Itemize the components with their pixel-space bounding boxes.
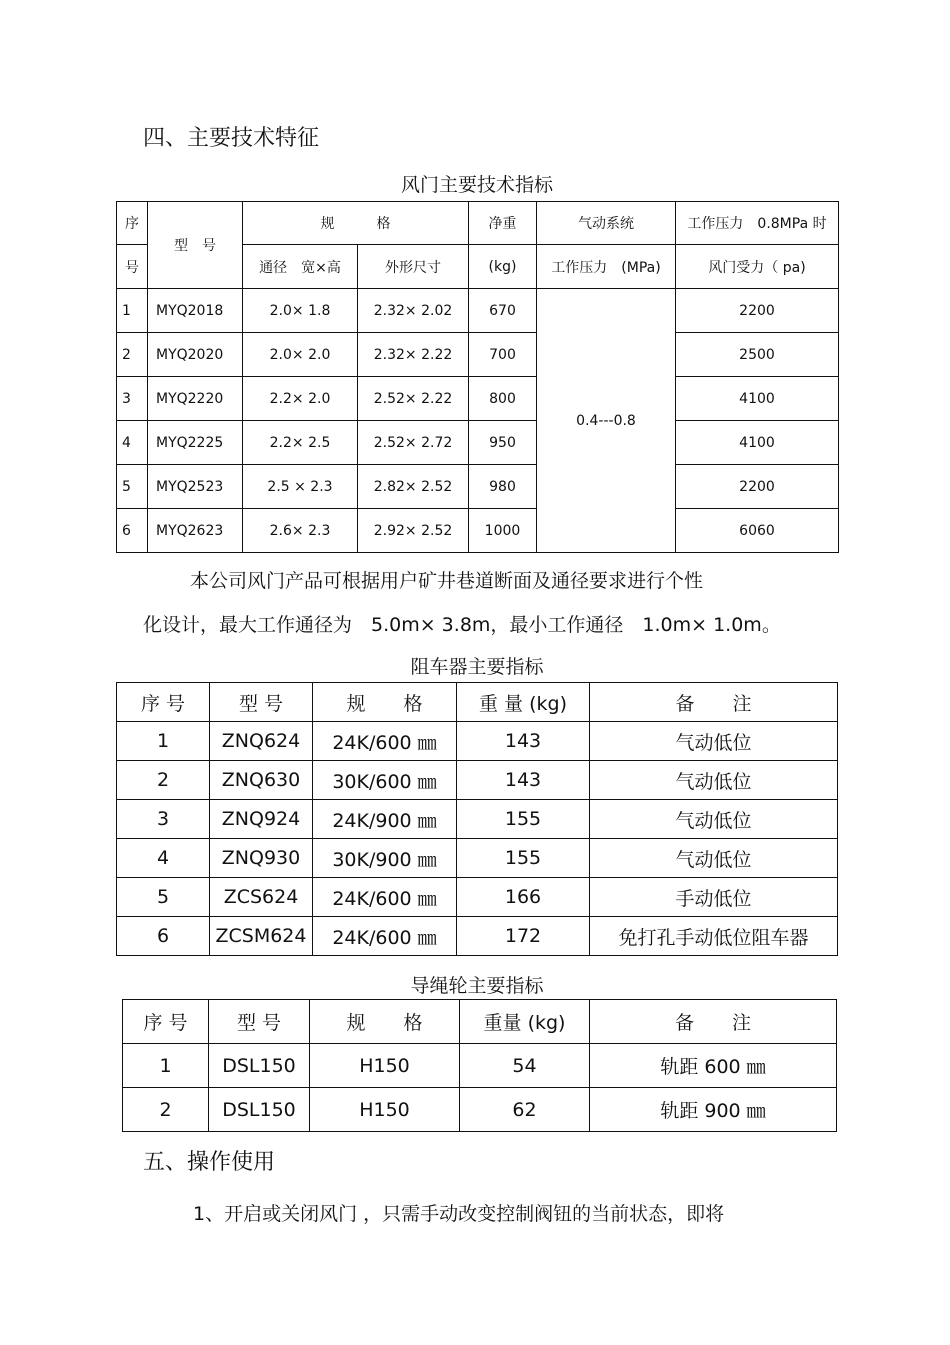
cell-bore: 2.2× 2.0	[243, 377, 358, 421]
cell-no: 1	[117, 722, 210, 761]
table-row	[117, 800, 838, 839]
paragraph-1-line-1: 本公司风门产品可根据用户矿井巷道断面及通径要求进行个性	[190, 570, 704, 592]
cell-model: ZNQ924	[210, 800, 313, 839]
cell-model: MYQ2623	[148, 509, 243, 553]
cell-no: 1	[123, 1044, 209, 1088]
cell-force: 4100	[676, 421, 839, 465]
header-model: 型 号	[210, 683, 313, 722]
cell-force: 2500	[676, 333, 839, 377]
table-row	[117, 878, 838, 917]
cell-weight: 1000	[469, 509, 537, 553]
cell-no: 5	[117, 465, 148, 509]
cell-weight: 143	[457, 722, 590, 761]
cell-no: 1	[117, 289, 148, 333]
cell-spec: H150	[310, 1044, 460, 1088]
section-heading-5: 五、操作使用	[143, 1150, 276, 1175]
table2-caption: 阻车器主要指标	[410, 656, 544, 678]
cell-no: 6	[117, 917, 210, 956]
cell-remark: 手动低位	[590, 878, 838, 917]
table3-caption: 导绳轮主要指标	[410, 975, 544, 997]
cell-force: 4100	[676, 377, 839, 421]
section-heading-4: 四、主要技术特征	[143, 126, 320, 151]
cell-spec: 30K/900 ㎜	[313, 839, 457, 878]
cell-remark: 轨距 600 ㎜	[590, 1044, 837, 1088]
header-remark: 备 注	[590, 683, 838, 722]
cell-remark: 气动低位	[590, 761, 838, 800]
cell-outer: 2.52× 2.22	[358, 377, 469, 421]
cell-model: DSL150	[209, 1088, 310, 1132]
cell-outer: 2.32× 2.22	[358, 333, 469, 377]
header-seq: 序 号	[117, 683, 210, 722]
cell-weight: 166	[457, 878, 590, 917]
cell-weight: 980	[469, 465, 537, 509]
header-remark: 备 注	[590, 1000, 837, 1044]
cell-spec: 24K/600 ㎜	[313, 878, 457, 917]
cell-model: MYQ2523	[148, 465, 243, 509]
cell-spec: 30K/600 ㎜	[313, 761, 457, 800]
cell-weight: 700	[469, 333, 537, 377]
table-row	[117, 289, 839, 333]
cell-no: 4	[117, 839, 210, 878]
cell-model: DSL150	[209, 1044, 310, 1088]
table-row	[117, 839, 838, 878]
table-row	[123, 1088, 837, 1132]
table-row	[117, 509, 839, 553]
cell-weight: 54	[460, 1044, 590, 1088]
cell-outer: 2.32× 2.02	[358, 289, 469, 333]
cell-model: ZCS624	[210, 878, 313, 917]
table-row	[117, 377, 839, 421]
header-model: 型 号	[148, 202, 243, 289]
cell-remark: 气动低位	[590, 800, 838, 839]
cell-weight: 155	[457, 800, 590, 839]
header-pneu-top: 气动系统	[537, 202, 676, 245]
table-header-row	[117, 683, 838, 722]
table-row	[117, 333, 839, 377]
header-spec: 规 格	[243, 202, 469, 245]
cell-model: ZNQ630	[210, 761, 313, 800]
cell-model: ZNQ930	[210, 839, 313, 878]
cell-weight: 62	[460, 1088, 590, 1132]
header-spec: 规 格	[310, 1000, 460, 1044]
cell-model: ZNQ624	[210, 722, 313, 761]
header-force-top: 工作压力 0.8MPa 时	[676, 202, 839, 245]
table-row	[117, 722, 838, 761]
cell-outer: 2.82× 2.52	[358, 465, 469, 509]
cell-spec: 24K/600 ㎜	[313, 722, 457, 761]
header-seq-top: 序	[117, 202, 148, 245]
car-stopper-table	[116, 682, 838, 956]
cell-no: 6	[117, 509, 148, 553]
header-weight: 重 量 (kg)	[457, 683, 590, 722]
guide-wheel-table	[122, 999, 837, 1132]
cell-no: 2	[123, 1088, 209, 1132]
cell-remark: 气动低位	[590, 839, 838, 878]
cell-spec: 24K/600 ㎜	[313, 917, 457, 956]
cell-no: 3	[117, 800, 210, 839]
cell-outer: 2.92× 2.52	[358, 509, 469, 553]
cell-no: 5	[117, 878, 210, 917]
cell-pressure: 0.4---0.8	[537, 289, 676, 553]
header-pneu-bottom: 工作压力 (MPa)	[537, 245, 676, 289]
cell-bore: 2.2× 2.5	[243, 421, 358, 465]
cell-bore: 2.5 × 2.3	[243, 465, 358, 509]
table1-caption: 风门主要技术指标	[400, 174, 553, 196]
cell-remark: 气动低位	[590, 722, 838, 761]
table-row	[117, 421, 839, 465]
cell-bore: 2.6× 2.3	[243, 509, 358, 553]
header-weight-bottom: (kg)	[469, 245, 537, 289]
paragraph-1-line-2: 化设计，最大工作通径为 5.0m× 3.8m，最小工作通径 1.0m× 1.0m。	[143, 614, 781, 636]
header-spec-bore: 通径 宽×高	[243, 245, 358, 289]
cell-bore: 2.0× 1.8	[243, 289, 358, 333]
cell-model: MYQ2225	[148, 421, 243, 465]
header-spec: 规 格	[313, 683, 457, 722]
cell-remark: 免打孔手动低位阻车器	[590, 917, 838, 956]
cell-force: 2200	[676, 289, 839, 333]
table-row	[117, 917, 838, 956]
cell-model: ZCSM624	[210, 917, 313, 956]
cell-weight: 143	[457, 761, 590, 800]
cell-force: 6060	[676, 509, 839, 553]
cell-outer: 2.52× 2.72	[358, 421, 469, 465]
header-force-bottom: 风门受力（ pa)	[676, 245, 839, 289]
header-spec-outer: 外形尺寸	[358, 245, 469, 289]
cell-model: MYQ2020	[148, 333, 243, 377]
cell-no: 2	[117, 333, 148, 377]
header-seq-bottom: 号	[117, 245, 148, 289]
cell-model: MYQ2018	[148, 289, 243, 333]
cell-weight: 950	[469, 421, 537, 465]
header-weight: 重量 (kg)	[460, 1000, 590, 1044]
cell-remark: 轨距 900 ㎜	[590, 1088, 837, 1132]
cell-weight: 155	[457, 839, 590, 878]
table-row	[117, 761, 838, 800]
cell-model: MYQ2220	[148, 377, 243, 421]
paragraph-2: 1、开启或关闭风门 ，只需手动改变控制阀钮的当前状态，即将	[193, 1203, 725, 1225]
cell-weight: 800	[469, 377, 537, 421]
cell-weight: 172	[457, 917, 590, 956]
cell-spec: H150	[310, 1088, 460, 1132]
cell-spec: 24K/900 ㎜	[313, 800, 457, 839]
cell-no: 4	[117, 421, 148, 465]
header-seq: 序 号	[123, 1000, 209, 1044]
table-row	[117, 465, 839, 509]
cell-force: 2200	[676, 465, 839, 509]
table-row	[123, 1044, 837, 1088]
cell-weight: 670	[469, 289, 537, 333]
cell-no: 2	[117, 761, 210, 800]
header-model: 型 号	[209, 1000, 310, 1044]
cell-bore: 2.0× 2.0	[243, 333, 358, 377]
table-header-row	[123, 1000, 837, 1044]
cell-no: 3	[117, 377, 148, 421]
air-door-spec-table	[116, 201, 839, 553]
header-weight-top: 净重	[469, 202, 537, 245]
